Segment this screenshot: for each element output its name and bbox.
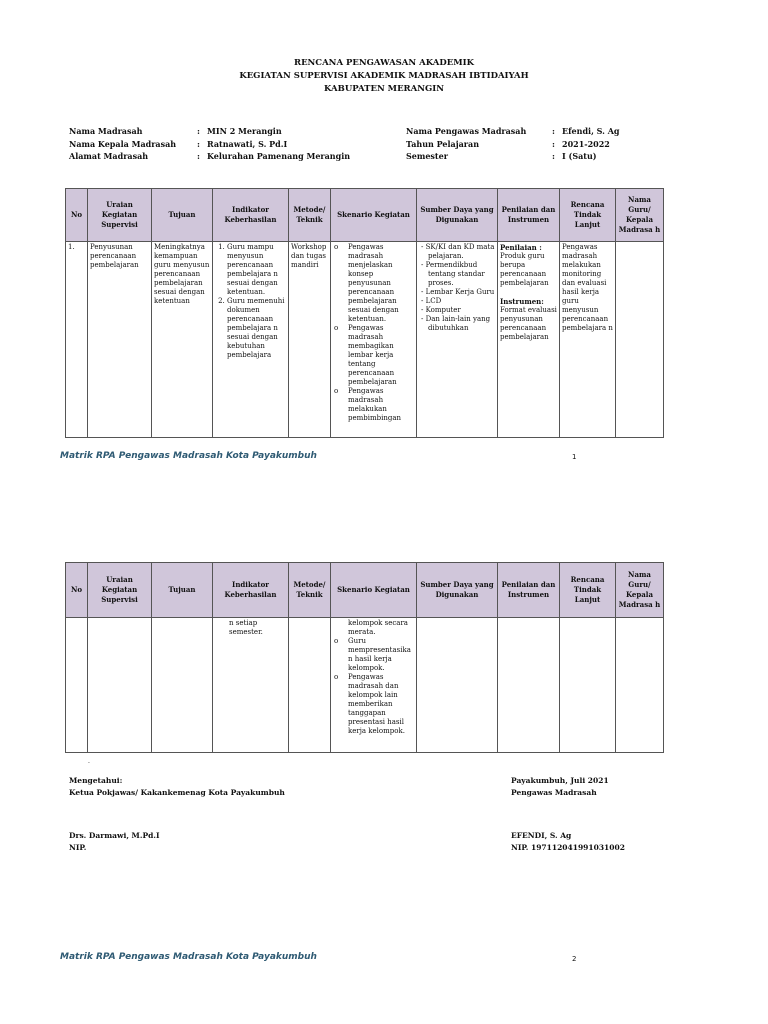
sig-left-nip: NIP. <box>69 843 87 852</box>
col-header-sumber: Sumber Daya yang Digunakan <box>417 563 498 618</box>
list-item: o Pengawas madrasah melakukan pembimbingan <box>342 387 414 423</box>
info-row <box>406 150 620 163</box>
cell-metode: Workshop dan tugas mandiri <box>289 242 331 438</box>
cell-sumber <box>417 242 498 438</box>
list-item: - Lembar Kerja Guru <box>428 288 495 297</box>
footer-text-page-1: Matrik RPA Pengawas Madrasah Kota Payakumbuh <box>60 451 317 461</box>
cell-tujuan: Meningkatnya kemampuan guru menyusun perencanaan pembelajaran sesuai dengan ketentuan <box>152 242 213 438</box>
cell-skenario <box>331 242 417 438</box>
table-header-row <box>66 563 664 618</box>
list-item: - Dan lain-lain yang dibutuhkan <box>428 315 495 333</box>
info-colon: : <box>197 151 200 161</box>
penilaian-label: Penilaian : <box>500 243 542 252</box>
footer-text-page-2: Matrik RPA Pengawas Madrasah Kota Payakumbuh <box>60 952 317 962</box>
list-item: o Guru mempresentasika n hasil kerja kelompok. <box>342 637 414 673</box>
indikator-continued: n setiap semester. <box>229 619 263 636</box>
title-line-1: RENCANA PENGAWASAN AKADEMIK <box>294 58 474 68</box>
title-line-2: KEGIATAN SUPERVISI AKADEMIK MADRASAH IBTIDAIYAH <box>239 71 529 81</box>
stray-dot: . <box>88 758 90 765</box>
cell-indikator <box>213 242 289 438</box>
title-line-3: KABUPATEN MERANGIN <box>324 84 444 94</box>
col-header-penilaian: Penilaian dan Instrumen <box>498 563 560 618</box>
col-header-nama: Nama Guru/ Kepala Madrasa h <box>616 563 664 618</box>
sig-right-nip: NIP. 197112041991031002 <box>511 843 625 852</box>
info-label: Tahun Pelajaran <box>406 138 480 149</box>
col-header-no: No <box>66 189 88 242</box>
cell-tujuan <box>152 618 213 753</box>
info-row <box>69 125 350 138</box>
info-value: Efendi, S. Ag <box>562 126 620 136</box>
info-label: Nama Kepala Madrasah <box>69 138 177 149</box>
cell-penilaian <box>498 242 560 438</box>
signature-left-name <box>69 830 159 854</box>
info-colon: : <box>552 138 555 149</box>
col-header-rencana: Rencana Tindak Lanjut <box>560 189 616 242</box>
info-label: Semester <box>406 151 448 161</box>
col-header-metode: Metode/ Teknik <box>289 189 331 242</box>
list-item: o Pengawas madrasah membagikan lembar kerja tentang perencanaan pembelajaran <box>342 324 414 387</box>
col-header-tujuan: Tujuan <box>152 189 213 242</box>
cell-nama <box>616 618 664 753</box>
table-header-row <box>66 189 664 242</box>
list-item: 2. Guru memenuhi dokumen perencanaan pembelajara n sesuai dengan kebutuhan pembelajara <box>227 297 286 360</box>
sig-left-line2: Ketua Pokjawas/ Kakankemenag Kota Payakumbuh <box>69 788 285 797</box>
cell-sumber <box>417 618 498 753</box>
skenario-list <box>333 637 414 736</box>
col-header-uraian: Uraian Kegiatan Supervisi <box>88 563 152 618</box>
cell-skenario <box>331 618 417 753</box>
skenario-continued: kelompok secara merata. <box>348 619 408 636</box>
cell-nama <box>616 242 664 438</box>
cell-indikator <box>213 618 289 753</box>
sig-right-line1: Payakumbuh, Juli 2021 <box>511 776 609 785</box>
info-value: I (Satu) <box>562 151 597 161</box>
col-header-sumber: Sumber Daya yang Digunakan <box>417 189 498 242</box>
col-header-indikator: Indikator Keberhasilan <box>213 189 289 242</box>
col-header-rencana: Rencana Tindak Lanjut <box>560 563 616 618</box>
signature-right <box>511 775 609 799</box>
col-header-skenario: Skenario Kegiatan <box>331 189 417 242</box>
cell-rencana <box>560 618 616 753</box>
cell-rencana: Pengawas madrasah melakukan monitoring dan evaluasi hasil kerja guru menyusun perencanaan pembelajara n <box>560 242 616 438</box>
sumber-list <box>419 243 495 333</box>
instrumen-label: Instrumen: <box>500 297 544 306</box>
info-value: Ratnawati, S. Pd.I <box>207 138 288 149</box>
info-row <box>69 138 350 151</box>
info-label: Nama Pengawas Madrasah <box>406 126 527 136</box>
info-value: Kelurahan Pamenang Merangin <box>207 151 351 161</box>
cell-penilaian <box>498 618 560 753</box>
list-item: - Komputer <box>428 306 495 315</box>
info-colon: : <box>197 126 200 136</box>
sig-left-name: Drs. Darmawi, M.Pd.I <box>69 831 160 840</box>
cell-uraian <box>88 618 152 753</box>
rpa-table-page-2 <box>65 562 664 753</box>
list-item: - LCD <box>428 297 495 306</box>
cell-no: 1. <box>66 242 88 438</box>
table-row <box>66 618 664 753</box>
info-row <box>406 138 620 151</box>
col-header-uraian: Uraian Kegiatan Supervisi <box>88 189 152 242</box>
list-item: o Pengawas madrasah menjelaskan konsep penyusunan perencanaan pembelajaran sesuai dengan ketentuan. <box>342 243 414 324</box>
col-header-no: No <box>66 563 88 618</box>
info-value: MIN 2 Merangin <box>207 126 282 136</box>
list-item: o Pengawas madrasah dan kelompok lain memberikan tanggapan presentasi hasil kerja kelompok. <box>342 673 414 736</box>
col-header-tujuan: Tujuan <box>152 563 213 618</box>
info-label: Nama Madrasah <box>69 126 143 136</box>
col-header-nama: Nama Guru/ Kepala Madrasa h <box>616 189 664 242</box>
sig-right-line2: Pengawas Madrasah <box>511 788 597 797</box>
cell-metode <box>289 618 331 753</box>
col-header-indikator: Indikator Keberhasilan <box>213 563 289 618</box>
signature-left <box>69 775 285 799</box>
info-colon: : <box>552 151 555 161</box>
info-left <box>69 125 350 163</box>
cell-uraian: Penyusunan perencanaan pembelajaran <box>88 242 152 438</box>
skenario-list <box>333 243 414 423</box>
list-item: 1. Guru mampu menyusun perencanaan pembelajara n sesuai dengan ketentuan. <box>227 243 286 297</box>
col-header-skenario: Skenario Kegiatan <box>331 563 417 618</box>
instrumen-text: Format evaluasi penyusunan perencanaan pembelajaran <box>500 306 557 341</box>
info-value: 2021-2022 <box>562 138 610 149</box>
col-header-penilaian: Penilaian dan Instrumen <box>498 189 560 242</box>
indikator-list <box>215 243 286 360</box>
penilaian-text: Produk guru berupa perencanaan pembelajaran <box>500 252 549 287</box>
info-colon: : <box>197 138 200 149</box>
list-item: - Permendikbud tentang standar proses. <box>428 261 495 288</box>
sig-right-name: EFENDI, S. Ag <box>511 831 572 840</box>
page-number-2: 2 <box>572 955 577 963</box>
info-row <box>69 150 350 163</box>
info-colon: : <box>552 126 555 136</box>
page-number-1: 1 <box>572 453 577 461</box>
list-item: - SK/KI dan KD mata pelajaran. <box>428 243 495 261</box>
info-row <box>406 125 620 138</box>
rpa-table-page-1 <box>65 188 664 438</box>
info-label: Alamat Madrasah <box>69 151 149 161</box>
signature-right-name <box>511 830 625 854</box>
cell-no <box>66 618 88 753</box>
col-header-metode: Metode/ Teknik <box>289 563 331 618</box>
sig-left-line1: Mengetahui: <box>69 776 123 785</box>
table-row <box>66 242 664 438</box>
info-right <box>406 125 620 163</box>
